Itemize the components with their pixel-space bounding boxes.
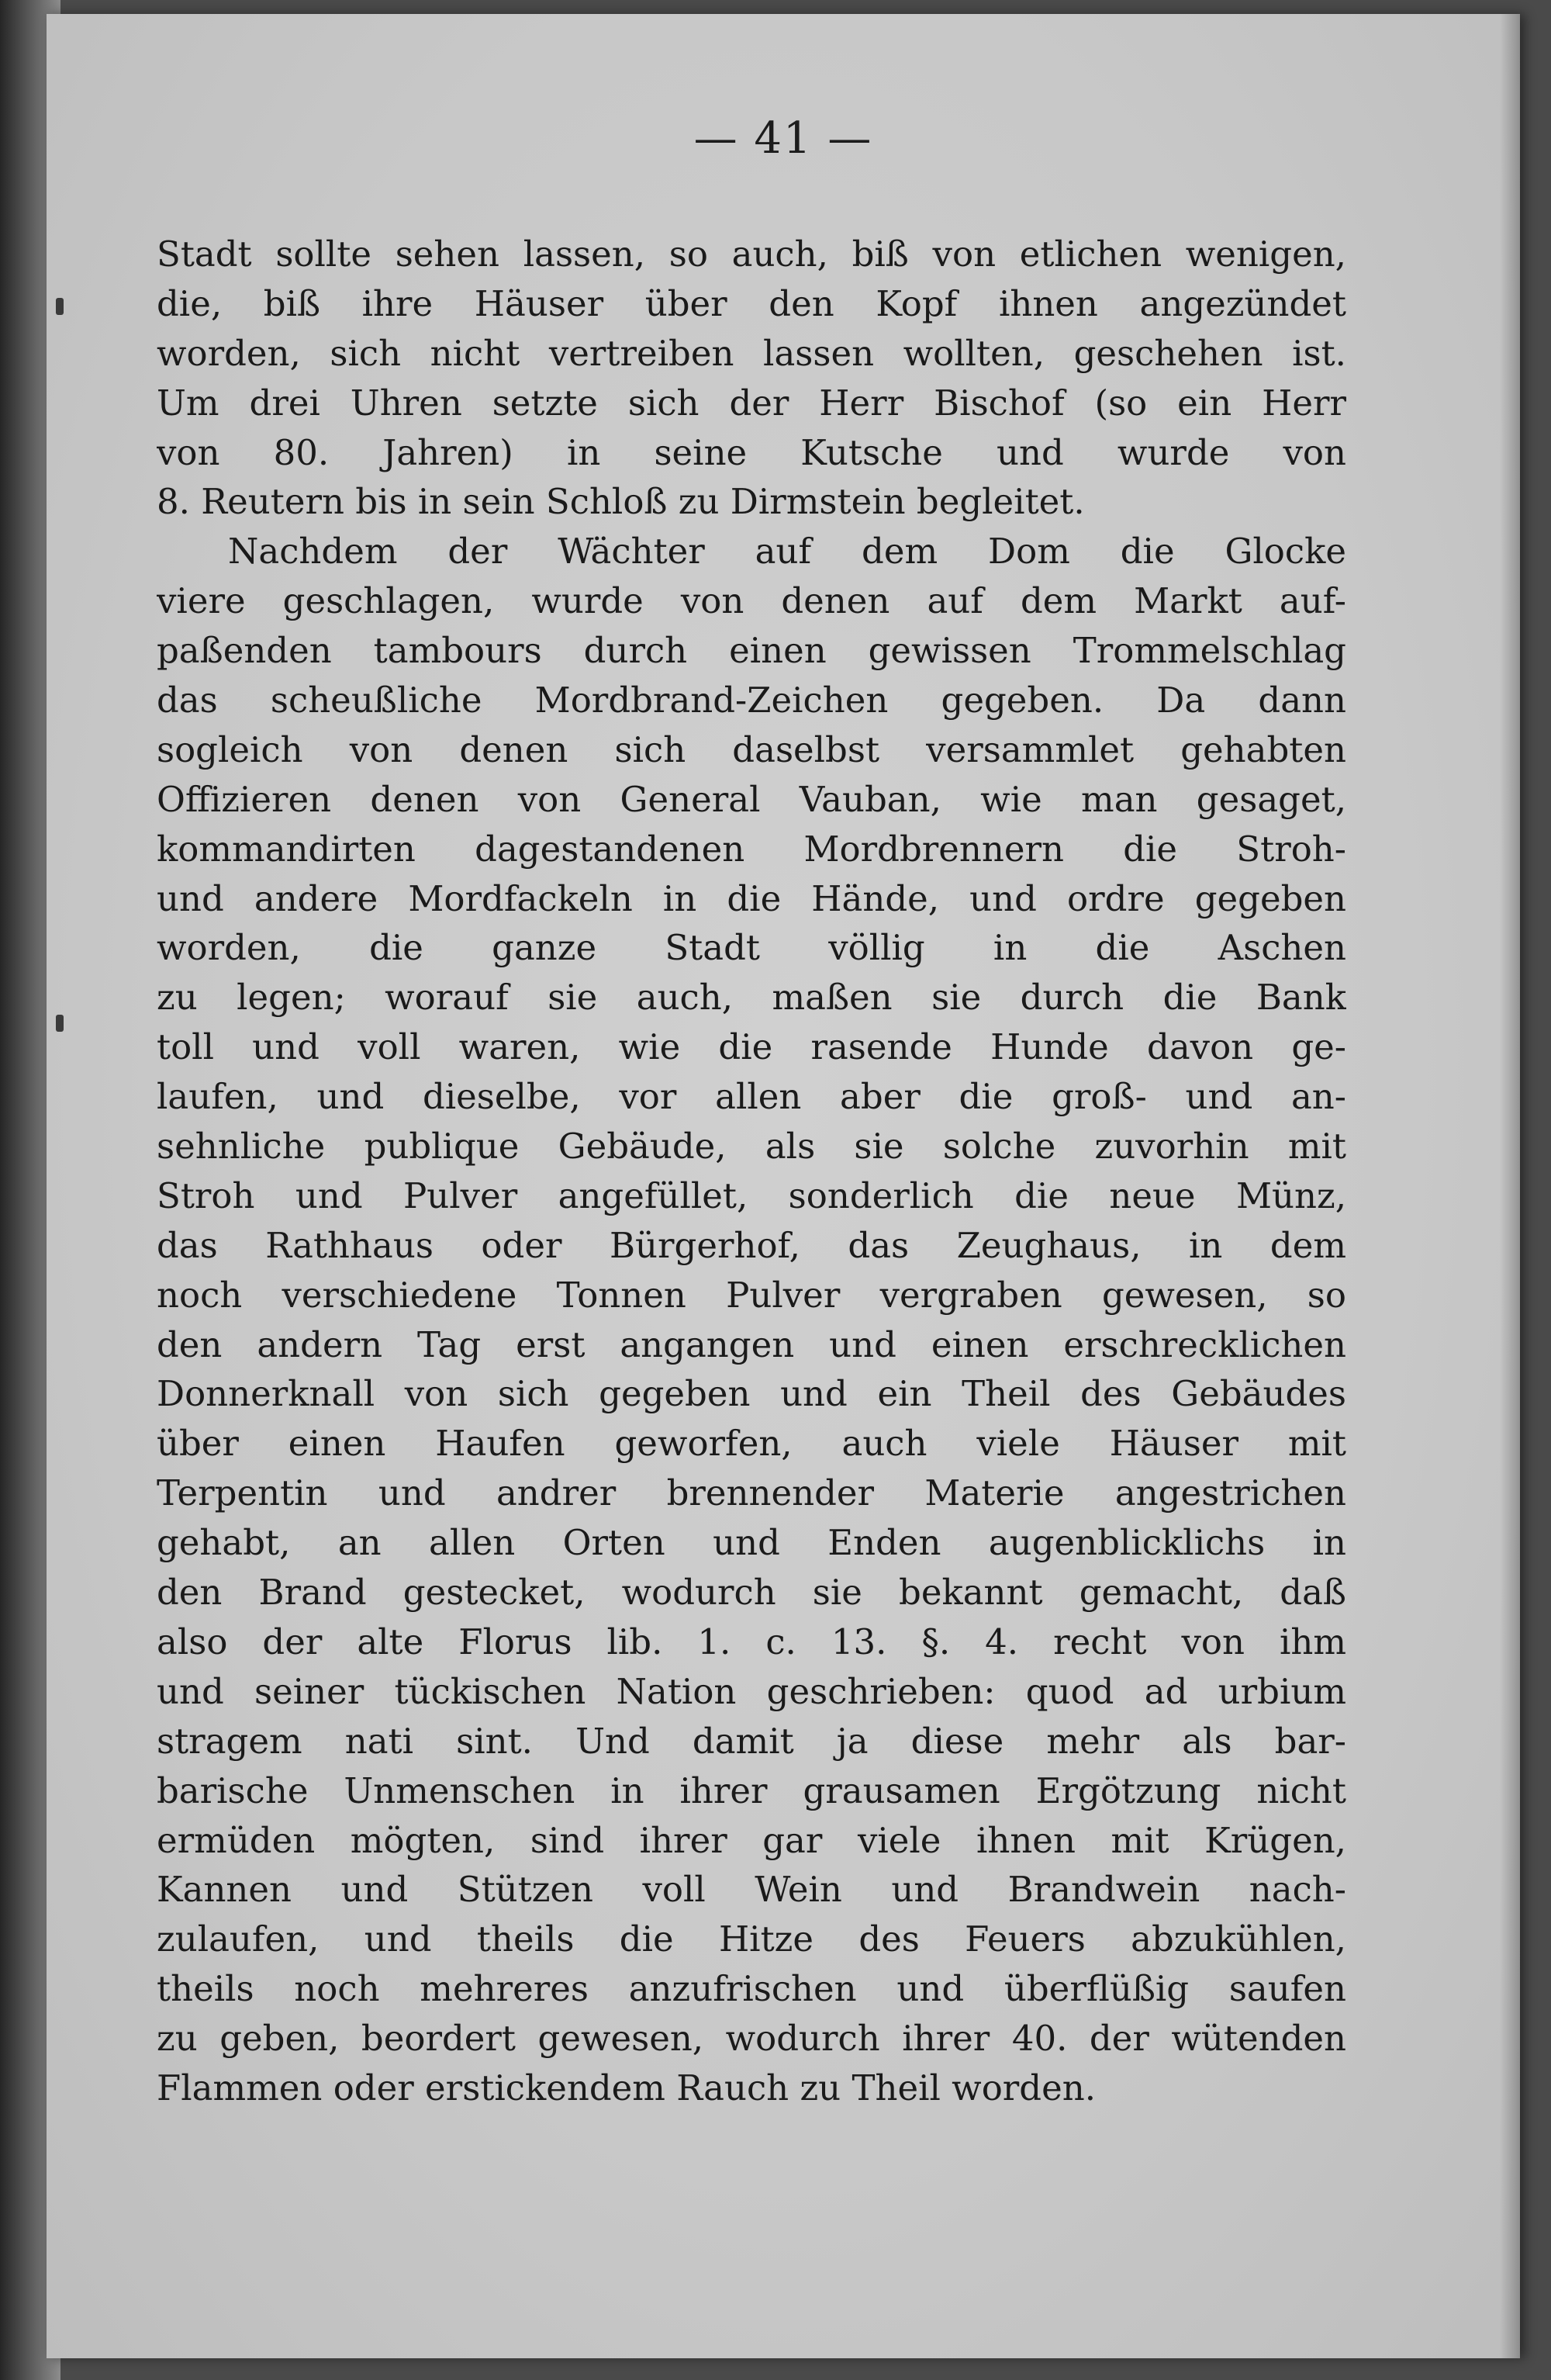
text-line: den Brand gestecket, wodurch sie bekannt gemacht, daß [157, 1572, 1346, 1614]
text-line: und andere Mordfackeln in die Hände, und ordre gegeben [157, 877, 1346, 919]
margin-mark [56, 298, 64, 315]
page-edge-shadow [1500, 14, 1520, 2358]
text-line: also der alte Florus lib. 1. c. 13. §. 4. recht von ihm [157, 1621, 1346, 1662]
text-line: noch verschiedene Tonnen Pulver vergraben gewesen, so [157, 1274, 1346, 1316]
text-line: zu geben, beordert gewesen, wodurch ihrer 40. der wütenden [157, 2018, 1346, 2060]
text-line: Stadt sollte sehen lassen, so auch, biß von etlichen wenigen, [157, 234, 1346, 275]
body-text [157, 230, 1346, 2113]
text-line: das scheußliche Mordbrand-Zeichen gegeben. Da dann [157, 680, 1346, 721]
text-line: kommandirten dagestandenen Mordbrennern die Stroh- [157, 828, 1346, 870]
text-line: 8. Reutern bis in sein Schloß zu Dirmstein begleitet. [157, 481, 1085, 523]
text-line: den andern Tag erst angangen und einen erschrecklichen [157, 1323, 1346, 1365]
text-line: und seiner tückischen Nation geschrieben: quod ad urbium [157, 1670, 1346, 1712]
text-line: über einen Haufen geworfen, auch viele Häuser mit [157, 1423, 1346, 1465]
text-line: worden, sich nicht vertreiben lassen wollten, geschehen ist. [157, 332, 1346, 374]
text-line: Stroh und Pulver angefüllet, sonderlich die neue Münz, [157, 1174, 1346, 1216]
text-line: Terpentin und andrer brennender Materie angestrichen [157, 1472, 1346, 1514]
text-line: gehabt, an allen Orten und Enden augenblicklichs in [157, 1522, 1346, 1564]
text-line: theils noch mehreres anzufrischen und überflüßig saufen [157, 1968, 1346, 2010]
text-line: paßenden tambours durch einen gewissen Trommelschlag [157, 630, 1346, 672]
text-line: stragem nati sint. Und damit ja diese mehr als bar- [157, 1720, 1346, 1762]
text-line: ermüden mögten, sind ihrer gar viele ihnen mit Krügen, [157, 1819, 1346, 1861]
text-line: zulaufen, und theils die Hitze des Feuers abzukühlen, [157, 1918, 1346, 1960]
text-line: Donnerknall von sich gegeben und ein Theil des Gebäudes [157, 1373, 1346, 1415]
text-line: toll und voll waren, wie die rasende Hunde davon ge- [157, 1026, 1346, 1068]
text-line: Offizieren denen von General Vauban, wie man gesaget, [157, 778, 1346, 820]
text-line: viere geschlagen, wurde von denen auf dem Markt auf- [157, 580, 1346, 622]
text-line: zu legen; worauf sie auch, maßen sie durch die Bank [157, 977, 1346, 1019]
text-line: die, biß ihre Häuser über den Kopf ihnen angezündet [157, 282, 1346, 324]
text-line: Flammen oder erstickendem Rauch zu Theil worden. [157, 2067, 1097, 2108]
text-line: sehnliche publique Gebäude, als sie solche zuvorhin mit [157, 1126, 1346, 1168]
text-line: barische Unmenschen in ihrer grausamen Ergötzung nicht [157, 1769, 1346, 1811]
text-line: Nachdem der Wächter auf dem Dom die Glocke [228, 531, 1346, 573]
text-line: Um drei Uhren setzte sich der Herr Bischof (so ein Herr [157, 382, 1346, 424]
book-page [47, 14, 1520, 2358]
text-line: sogleich von denen sich daselbst versammlet gehabten [157, 728, 1346, 770]
margin-mark [56, 1015, 64, 1032]
text-line: von 80. Jahren) in seine Kutsche und wurde von [157, 431, 1346, 473]
text-line: das Rathhaus oder Bürgerhof, das Zeughaus, in dem [157, 1224, 1346, 1266]
page-number: — 41 — [693, 113, 873, 164]
text-line: worden, die ganze Stadt völlig in die Aschen [157, 927, 1346, 969]
text-line: Kannen und Stützen voll Wein und Brandwein nach- [157, 1869, 1346, 1911]
text-line: laufen, und dieselbe, vor allen aber die groß- und an- [157, 1076, 1346, 1118]
